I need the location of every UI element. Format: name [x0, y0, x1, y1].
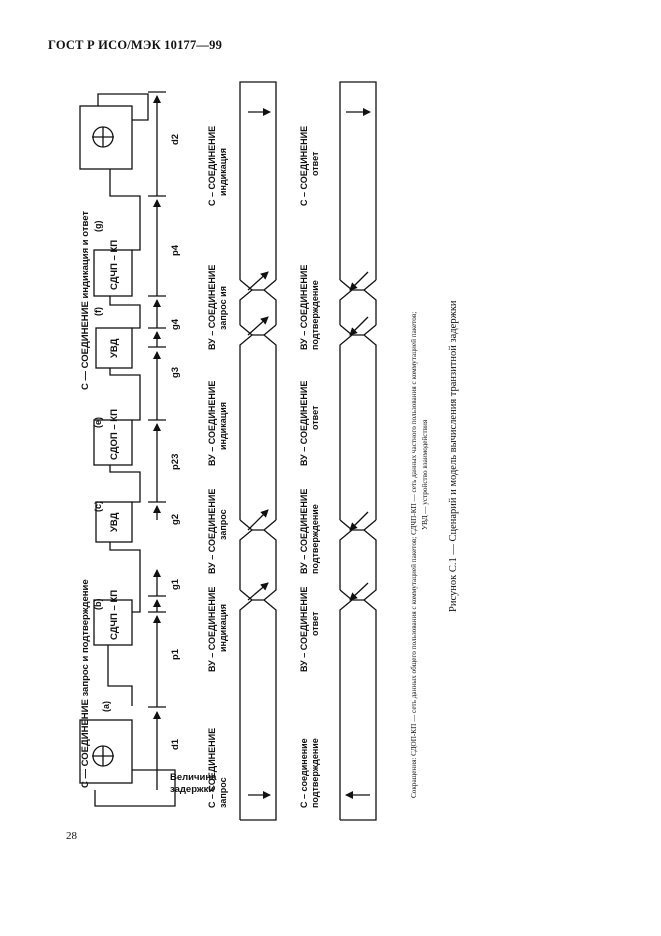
box-label-2: УВД [109, 512, 120, 532]
delay-g2: g2 [170, 513, 181, 525]
lane-1 [240, 82, 276, 820]
row2-label-3a: ВУ – СОЕДИНЕНИЕ [299, 488, 309, 574]
delay-p4: p4 [170, 244, 181, 256]
point-a: (a) [101, 701, 111, 712]
row1-label-4a: ВУ – СОЕДИНЕНИЕ [207, 380, 217, 466]
row1-label-3a: ВУ – СОЕДИНЕНИЕ [207, 488, 217, 574]
row1-label-5b: запрос ия [218, 286, 228, 330]
delay-label-line2: задержки [170, 784, 215, 795]
row1-label-5a: ВУ – СОЕДИНЕНИЕ [207, 264, 217, 350]
label-request-confirm: С — СОЕДИНЕНИЕ запрос и подтверждение [80, 579, 91, 788]
row2-label-2a: ВУ – СОЕДИНЕНИЕ [299, 586, 309, 672]
box-label-3: СДОП – КП [109, 409, 120, 460]
delay-g3: g3 [170, 366, 181, 378]
row2-label-6b: ответ [310, 151, 320, 176]
delay-label-line1: Величина [170, 772, 217, 783]
row1-label-2a: ВУ – СОЕДИНЕНИЕ [207, 586, 217, 672]
box-label-4: УВД [109, 338, 120, 358]
label-indication-response: С — СОЕДИНЕНИЕ индикация и ответ [80, 210, 91, 390]
row2-label-6a: С – СОЕДИНЕНИЕ [299, 125, 309, 206]
row2-label-1b: подтверждение [310, 738, 320, 808]
document-header: ГОСТ Р ИСО/МЭК 10177—99 [48, 38, 223, 52]
delay-d2: d2 [170, 133, 181, 145]
notes-line-1: Сокращения: СДОП-КП — сеть данных общего пользования с коммутацией пакетов; СДЧП-КП — сеть данных частного пользования с коммутацией пакетов; [410, 311, 418, 798]
row1-label-4b: индикация [218, 401, 228, 450]
lane-2 [340, 82, 376, 820]
row1-label-2b: индикация [218, 603, 228, 652]
point-g: (g) [93, 220, 103, 232]
delay-p1: p1 [170, 648, 181, 660]
network-scheme [80, 92, 175, 806]
point-f: (f) [93, 307, 103, 316]
row2-label-4b: ответ [310, 405, 320, 430]
row1-label-6a: С – СОЕДИНЕНИЕ [207, 125, 217, 206]
page-number: 28 [66, 830, 77, 842]
row1-label-1b: запрос [218, 777, 228, 808]
notes-line-2: УВД — устройство взаимодействия [421, 419, 429, 530]
delay-p23: p23 [170, 453, 181, 470]
row2-label-3b: подтверждение [310, 504, 320, 574]
box-label-1: СДЧП – КП [109, 589, 120, 640]
delay-g1: g1 [170, 578, 181, 590]
row2-label-5b: подтверждение [310, 280, 320, 350]
box-label-5: СДЧП – КП [109, 239, 120, 290]
delay-g4: g4 [170, 318, 181, 330]
row2-label-1a: С – соединение [299, 738, 309, 808]
point-e: (e) [93, 417, 103, 428]
point-c: (c) [93, 501, 103, 512]
row2-label-4a: ВУ – СОЕДИНЕНИЕ [299, 380, 309, 466]
row1-label-6b: индикация [218, 147, 228, 196]
row1-label-1a: С – СОЕДИНЕНИЕ [207, 727, 217, 808]
row1-label-3b: запрос [218, 509, 228, 540]
point-b: (b) [93, 598, 103, 610]
delay-d1: d1 [170, 738, 181, 750]
row2-label-2b: ответ [310, 611, 320, 636]
row2-label-5a: ВУ – СОЕДИНЕНИЕ [299, 264, 309, 350]
figure-caption: Рисунок С.1 — Сценарий и модель вычисления транзитной задержки [448, 300, 459, 612]
